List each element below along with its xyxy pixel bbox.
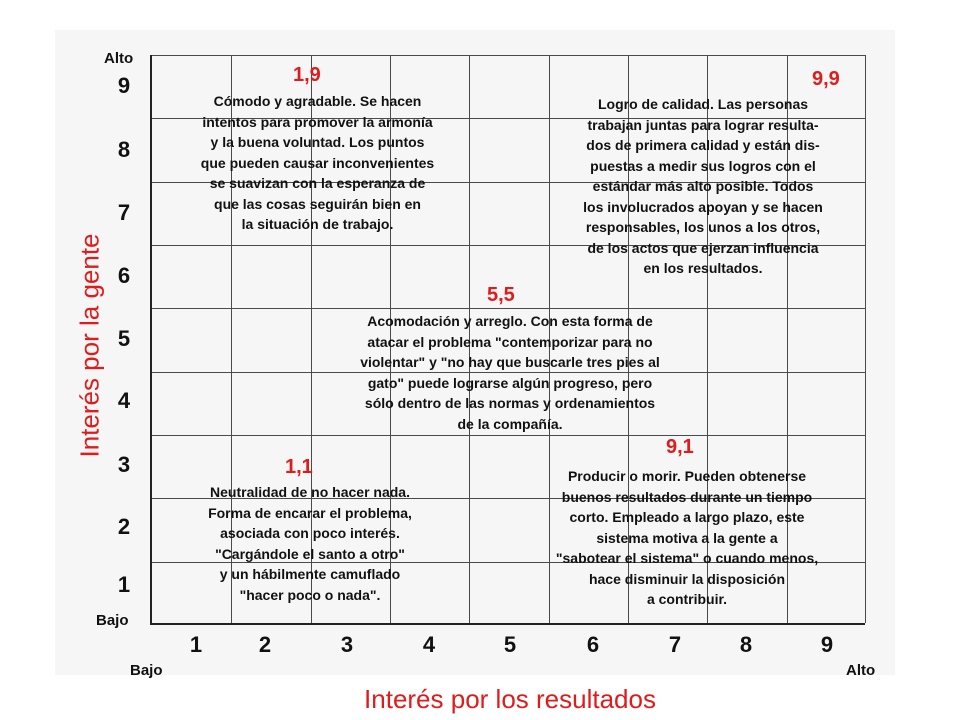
description-line: dos de primera calidad y están dis- xyxy=(586,137,820,153)
y-tick: 9 xyxy=(117,73,131,98)
description-line: a contribuir. xyxy=(646,591,728,607)
grid-line-h xyxy=(152,308,865,309)
description-line: la situación de trabajo. xyxy=(241,216,394,232)
x-tick: 1 xyxy=(189,632,203,657)
grid-line-h xyxy=(152,55,865,56)
description-line: de la compañía. xyxy=(457,415,563,432)
style-description-1-1 xyxy=(150,482,470,605)
description-line: sólo dentro de las normas y ordenamientos xyxy=(364,395,656,411)
y-tick: 1 xyxy=(117,572,131,597)
description-line: corto. Empleado a largo plazo, este xyxy=(569,509,805,525)
description-line: que las cosas seguirán bien en xyxy=(214,195,421,212)
x-tick: 7 xyxy=(668,632,682,657)
description-line: intentos para promover la armonía xyxy=(202,113,433,130)
style-description-5-5 xyxy=(290,311,730,434)
style-coordinate-1-1: 1,1 xyxy=(285,456,313,478)
x-tick: 3 xyxy=(340,632,354,657)
style-coordinate-1-9: 1,9 xyxy=(293,64,321,86)
description-line: en los resultados. xyxy=(643,260,763,276)
y-tick: 7 xyxy=(117,200,131,225)
style-description-1-9 xyxy=(150,91,485,235)
style-description-9-1 xyxy=(502,466,872,610)
y-tick: 4 xyxy=(117,388,131,413)
description-line: gato" puede lograrse algún progreso, pero xyxy=(367,374,653,391)
description-line: "hacer poco o nada". xyxy=(239,586,381,603)
description-line: los involucrados apoyan y se hacen xyxy=(583,198,823,215)
y-tick: 2 xyxy=(117,514,131,539)
description-line: asociada con poco interés. xyxy=(220,525,400,541)
description-line: "Cargándole el santo a otro" xyxy=(215,545,405,562)
description-line: Forma de encarar el problema, xyxy=(208,504,412,521)
x-tick: 5 xyxy=(503,632,517,657)
description-line: Logro de calidad. Las personas xyxy=(597,96,809,112)
description-line: y un hábilmente camuflado xyxy=(219,566,401,582)
style-description-9-9 xyxy=(528,94,878,279)
description-line: Cómodo y agradable. Se hacen xyxy=(213,93,422,109)
description-line: "sabotear el sistema" o cuando menos, xyxy=(555,550,819,566)
description-line: se suavizan con la esperanza de xyxy=(209,175,426,191)
description-line: y la buena voluntad. Los puntos xyxy=(210,134,425,150)
style-coordinate-5-5: 5,5 xyxy=(487,284,515,306)
x-tick: 6 xyxy=(586,632,600,657)
x-tick: 9 xyxy=(820,632,834,657)
y-tick: 6 xyxy=(117,263,131,288)
x-tick: 4 xyxy=(422,632,436,657)
description-line: responsables, los unos a los otros, xyxy=(585,219,821,235)
description-line: estándar más alto posible. Todos xyxy=(592,178,814,194)
description-line: puestas a medir sus logros con el xyxy=(590,157,816,174)
y-axis-title: Interés por la gente xyxy=(74,233,105,458)
y-tick: 5 xyxy=(117,326,131,351)
y-tick: 8 xyxy=(117,137,131,162)
description-line: Neutralidad de no hacer nada. xyxy=(210,484,410,500)
x-tick: 2 xyxy=(258,632,272,657)
description-line: hace disminuir la disposición xyxy=(588,570,786,587)
x-axis-high-label: Alto xyxy=(846,662,876,679)
description-line: de los actos que ejerzan influencia xyxy=(587,239,819,256)
y-tick: 3 xyxy=(117,452,131,477)
x-axis-low-label: Bajo xyxy=(130,662,163,679)
description-line: violentar" y "no hay que buscarle tres pies al xyxy=(360,354,660,370)
description-line: Producir o morir. Pueden obtenerse xyxy=(567,468,807,484)
description-line: atacar el problema "contemporizar para no xyxy=(367,333,653,350)
y-axis-low-label: Bajo xyxy=(96,612,129,629)
grid-line-h xyxy=(152,435,865,436)
style-coordinate-9-9: 9,9 xyxy=(812,68,840,90)
y-axis-high-label: Alto xyxy=(104,50,134,67)
description-line: trabajan juntas para lograr resulta- xyxy=(587,116,819,133)
description-line: buenos resultados durante un tiempo xyxy=(561,488,813,505)
style-coordinate-9-1: 9,1 xyxy=(666,436,694,458)
description-line: que pueden causar inconvenientes xyxy=(200,154,435,171)
x-axis-title: Interés por los resultados xyxy=(364,684,656,714)
description-line: sistema motiva a la gente a xyxy=(596,529,778,546)
description-line: Acomodación y arreglo. Con esta forma de xyxy=(367,313,653,329)
x-tick: 8 xyxy=(739,632,753,657)
